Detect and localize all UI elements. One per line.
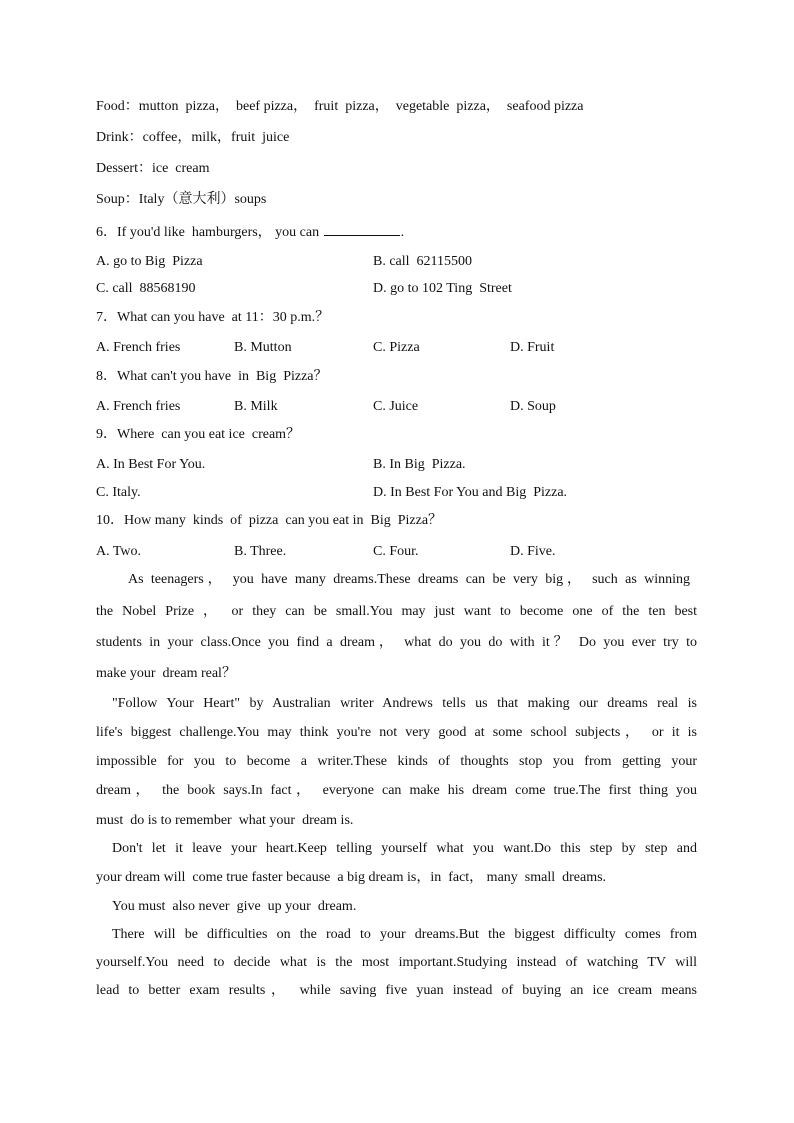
passage-line: the Nobel Prize ， or they can be small.You may just want to become one of the ten best: [96, 604, 697, 619]
question-6-stem: [96, 223, 404, 242]
question-9-stem: 9．Where can you eat ice cream？: [96, 427, 301, 442]
option-b: B. call 62115500: [373, 254, 473, 269]
option-d: D. Fruit: [510, 340, 555, 355]
passage-line: You must also never give up your dream.: [112, 899, 357, 914]
option-c: C. Italy.: [96, 485, 141, 500]
passage-line: As teenagers， you have many dreams.These dreams can be very big， such as winning: [128, 572, 690, 587]
option-b: B. Three.: [234, 544, 287, 559]
menu-food: Food：mutton pizza， beef pizza， fruit pizza， vegetable pizza， seafood pizza: [96, 99, 584, 114]
passage-line: make your dream real？: [96, 666, 236, 681]
option-a: A. Two.: [96, 544, 142, 559]
passage-line: There will be difficulties on the road to your dreams.But the biggest difficulty comes from: [112, 927, 697, 942]
passage-line: dream， the book says.In fact， everyone can make his dream come true.The first thing you: [96, 783, 697, 798]
passage-line: yourself.You need to decide what is the most important.Studying instead of watching TV will: [96, 955, 697, 970]
question-stem-text: 6．If you'd like hamburgers， you can: [96, 225, 323, 240]
question-8-stem: 8．What can't you have in Big Pizza？: [96, 369, 328, 384]
menu-drink: Drink：coffee，milk，fruit juice: [96, 130, 290, 145]
passage-line: students in your class.Once you find a dream， what do you do with it？ Do you ever try to: [96, 635, 697, 650]
passage-line: "Follow Your Heart" by Australian writer Andrews tells us that making our dreams real is: [112, 696, 697, 711]
passage-line: must do is to remember what your dream is.: [96, 813, 354, 828]
option-c: C. call 88568190: [96, 281, 196, 296]
option-d: D. In Best For You and Big Pizza.: [373, 485, 568, 500]
passage-line: your dream will come true faster because a big dream is，in fact， many small dreams.: [96, 870, 607, 885]
menu-soup: Soup：Italy（意大利）soups: [96, 192, 267, 207]
option-a: A. go to Big Pizza: [96, 254, 203, 269]
answer-blank: [324, 223, 400, 236]
menu-dessert: Dessert：ice cream: [96, 161, 210, 176]
passage-line: life's biggest challenge.You may think you're not very good at some school subjects， or it is: [96, 725, 697, 740]
option-b: B. Mutton: [234, 340, 292, 355]
question-7-stem: 7．What can you have at 11：30 p.m.？: [96, 310, 330, 325]
option-c: C. Juice: [373, 399, 419, 414]
option-a: A. French fries: [96, 399, 181, 414]
question-10-stem: 10．How many kinds of pizza can you eat in Big Pizza？: [96, 513, 443, 528]
option-a: A. French fries: [96, 340, 181, 355]
option-a: A. In Best For You.: [96, 457, 206, 472]
question-stem-end: .: [400, 225, 405, 240]
passage-line: lead to better exam results， while saving five yuan instead of buying an ice cream means: [96, 983, 697, 998]
passage-line: impossible for you to become a writer.These kinds of thoughts stop you from getting your: [96, 754, 697, 769]
option-b: B. In Big Pizza.: [373, 457, 466, 472]
passage-line: Don't let it leave your heart.Keep telling yourself what you want.Do this step by step and: [112, 841, 697, 856]
option-c: C. Pizza: [373, 340, 420, 355]
option-d: D. Soup: [510, 399, 556, 414]
option-d: D. go to 102 Ting Street: [373, 281, 512, 296]
option-b: B. Milk: [234, 399, 278, 414]
option-c: C. Four.: [373, 544, 419, 559]
option-d: D. Five.: [510, 544, 556, 559]
